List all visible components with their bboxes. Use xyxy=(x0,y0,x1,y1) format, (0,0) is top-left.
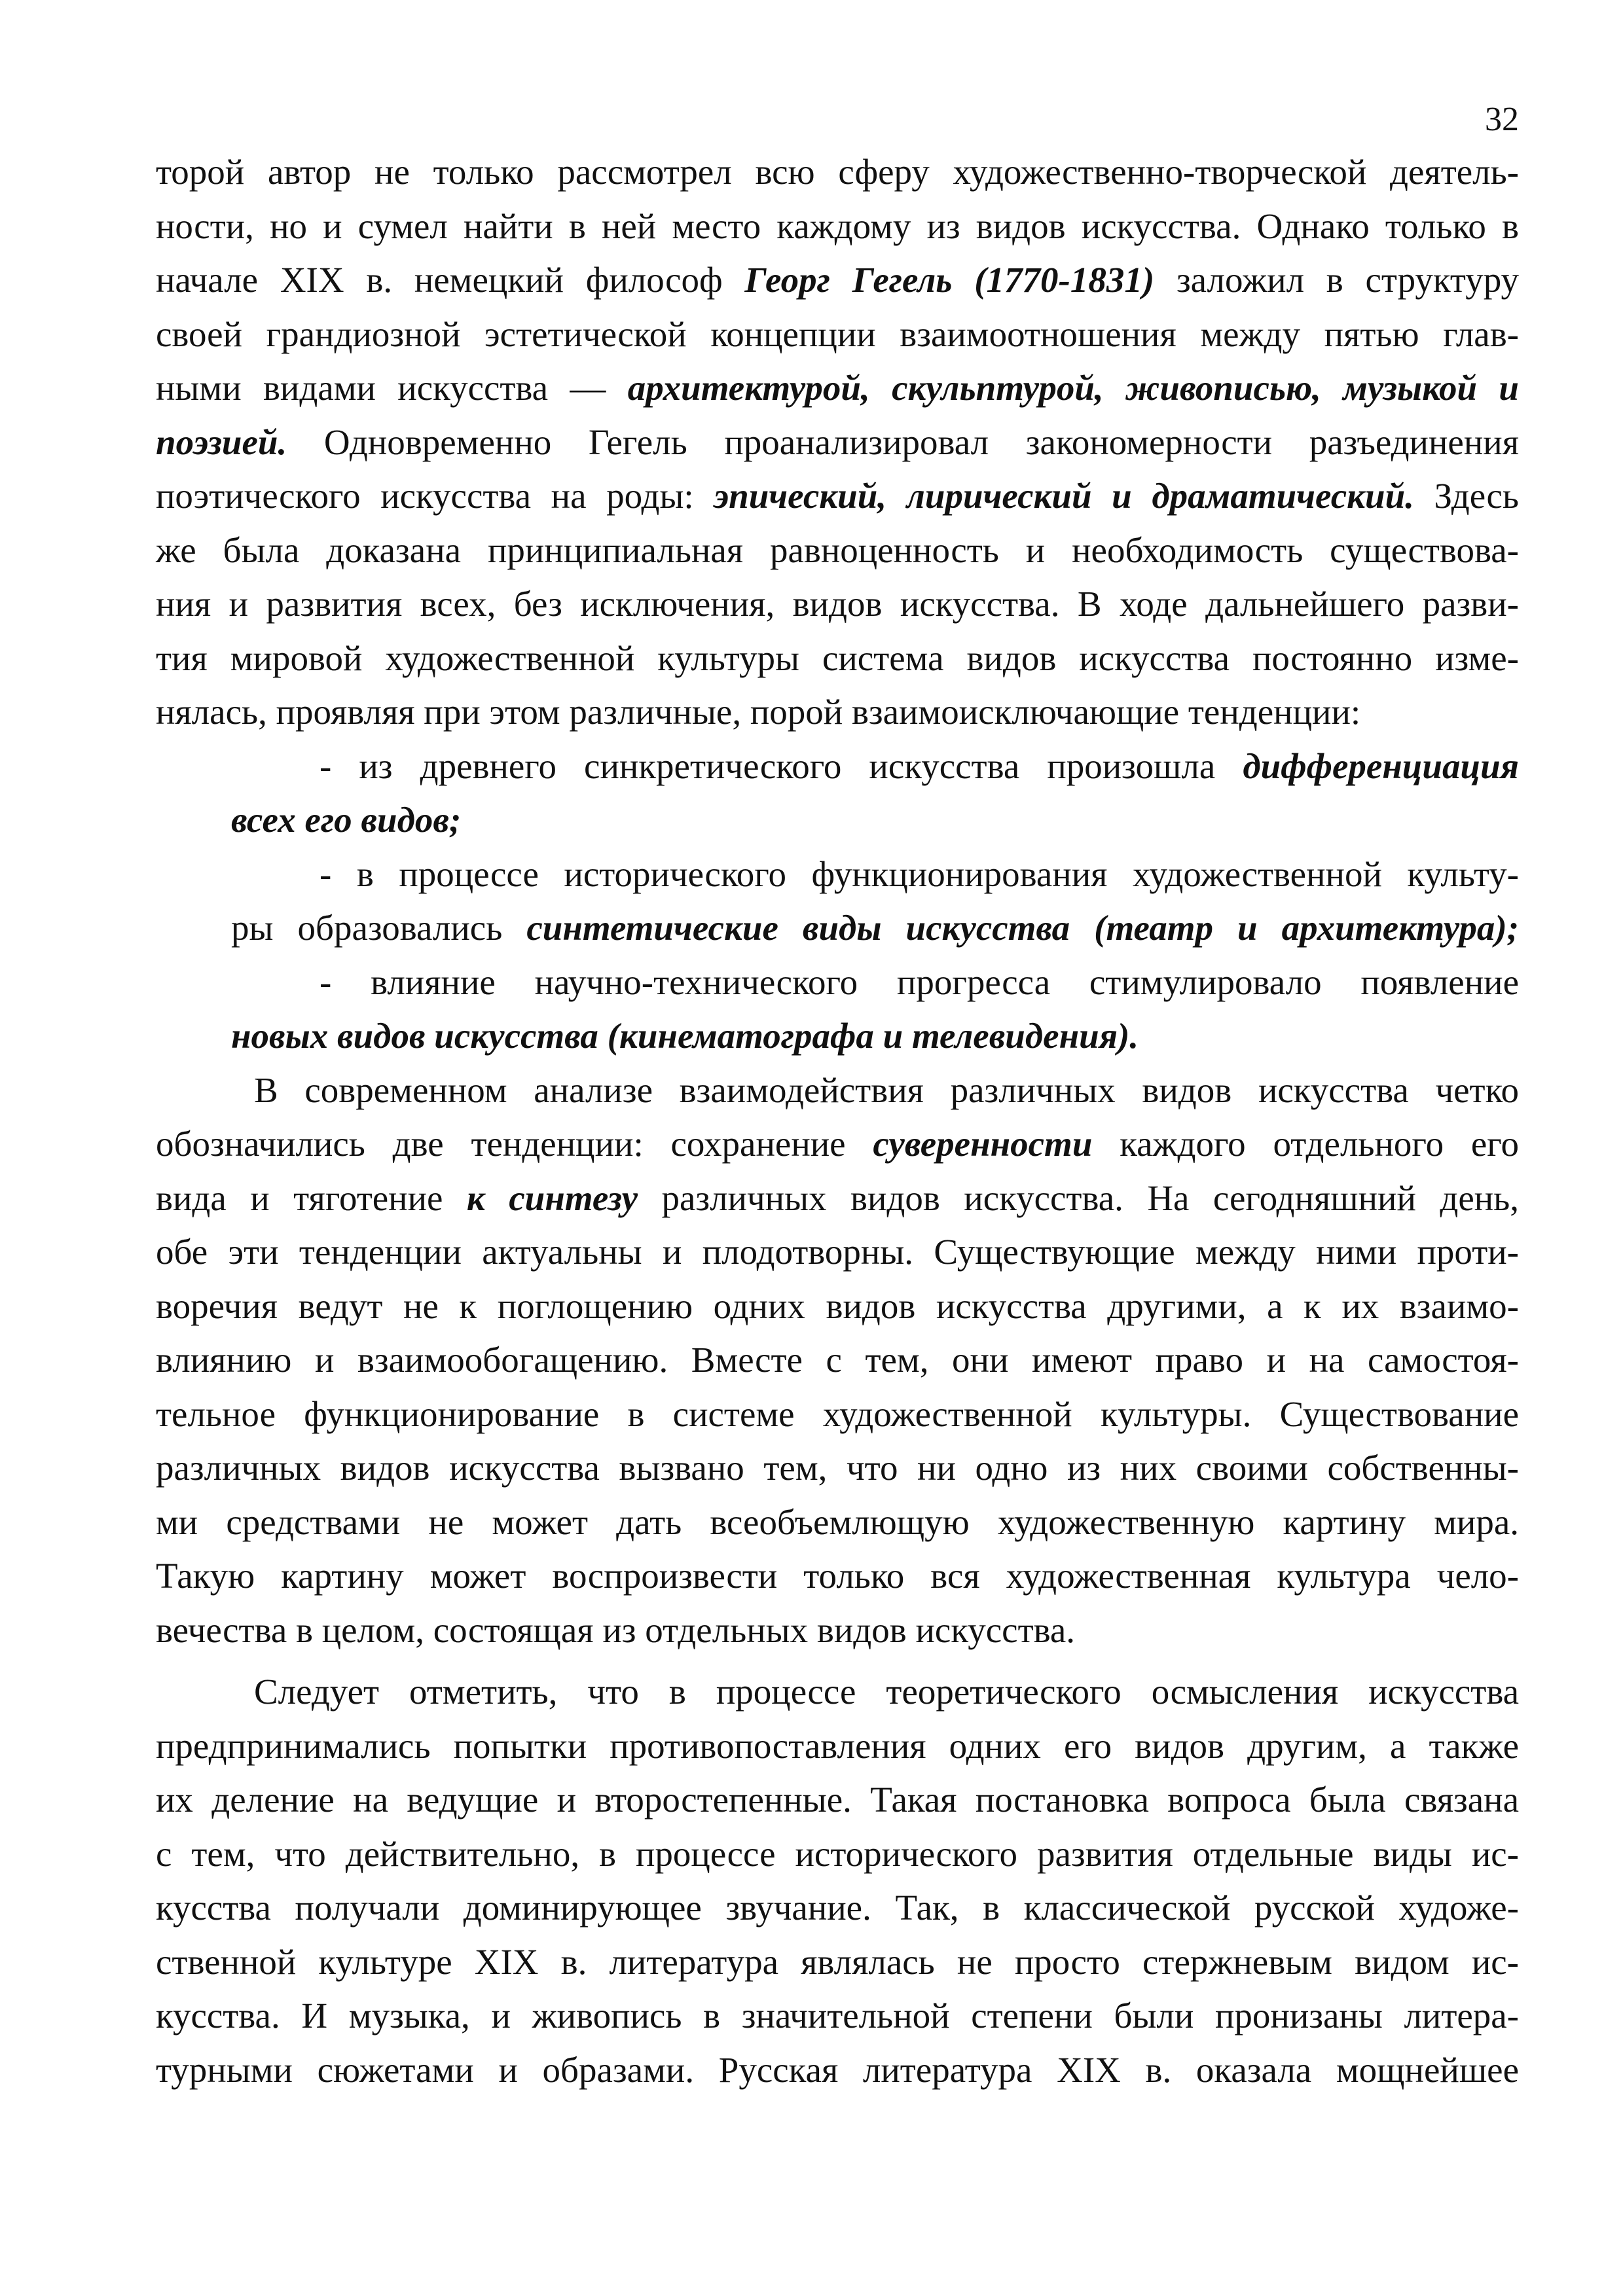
text-line: ности, но и сумел найти в ней место каждому из видов искусства. Однако только в xyxy=(156,206,1519,246)
text-line: кусства получали доминирующее звучание. Так, в классической русской художе- xyxy=(156,1888,1519,1928)
emphasis: суверенности xyxy=(873,1124,1093,1164)
emphasis: эпический, лирический и драматический. xyxy=(714,476,1414,516)
text-line: ми средствами не может дать всеобъемлющую художественную картину мира. xyxy=(156,1501,1519,1542)
text-line: кусства. И музыка, и живопись в значительной степени были пронизаны литера- xyxy=(156,1996,1519,2036)
text-line: поэтического искусства на роды: эпический, лирический и драматический. Здесь xyxy=(156,476,1520,516)
emphasis: архитектурой, скульптурой, живописью, музыкой и xyxy=(627,368,1519,408)
text-line: ния и развития всех, без исключения, видов искусства. В ходе дальнейшего разви- xyxy=(156,584,1519,624)
emphasis: новых видов искусства (кинематографа и телевидения). xyxy=(231,1016,1139,1056)
text-line: обе эти тенденции актуальны и плодотворны. Существующие между ними проти- xyxy=(156,1232,1519,1272)
list-item-line xyxy=(156,793,1519,848)
text-line: Такую картину может воспроизвести только вся художественная культура чело- xyxy=(156,1556,1519,1596)
text-line: торой автор не только рассмотрел всю сферу художественно-творческой деятель- xyxy=(156,152,1519,192)
text-line: обозначились две тенденции: сохранение суверенности каждого отдельного его xyxy=(156,1124,1519,1164)
emphasis: синтетические виды искусства (театр и архитектура); xyxy=(526,908,1520,948)
text-line: предпринимались попытки противопоставления одних его видов другим, а также xyxy=(156,1725,1519,1766)
text-line: начале XIX в. немецкий философ Георг Гегель (1770-1831) заложил в структуру xyxy=(156,260,1520,300)
text-line: различных видов искусства вызвано тем, что ни одно из них своими собственны- xyxy=(156,1448,1519,1488)
text-line: вида и тяготение к синтезу различных видов искусства. На сегодняшний день, xyxy=(156,1177,1519,1218)
text-line: воречия ведут не к поглощению одних видов искусства другими, а к их взаимо- xyxy=(156,1285,1519,1326)
list-item-line: - в процессе исторического функционирования художественной культу- xyxy=(319,853,1519,894)
text-line: тия мировой художественной культуры система видов искусства постоянно изме- xyxy=(156,637,1519,678)
emphasis: дифференциация xyxy=(1243,745,1519,786)
text-line: В современном анализе взаимодействия различных видов искусства четко xyxy=(254,1069,1519,1110)
emphasis: к синтезу xyxy=(466,1177,638,1218)
text-line: поэзией. Одновременно Гегель проанализировал закономерности разъединения xyxy=(156,422,1519,462)
emphasis: всех его видов; xyxy=(231,800,462,840)
text-line: своей грандиозной эстетической концепции взаимоотношения между пятью глав- xyxy=(156,314,1519,354)
text-line: их деление на ведущие и второстепенные. Такая постановка вопроса была связана xyxy=(156,1780,1519,1820)
text-line: нялась, проявляя при этом различные, порой взаимоисключающие тенденции: xyxy=(156,692,1361,732)
text-line: вечества в целом, состоящая из отдельных видов искусства. xyxy=(156,1609,1076,1650)
text-line: ственной культуре XIX в. литература являлась не просто стержневым видом ис- xyxy=(156,1941,1519,1982)
emphasis: поэзией. xyxy=(156,422,287,462)
body-text xyxy=(156,145,1519,2097)
text-line: Следует отметить, что в процессе теоретического осмысления искусства xyxy=(254,1672,1519,1712)
list-item-line xyxy=(156,1009,1519,1064)
list-item-line: - из древнего синкретического искусства произошла дифференциация xyxy=(319,745,1519,786)
emphasis: Георг Гегель (1770-1831) xyxy=(744,260,1155,300)
text-line: ными видами искусства — архитектурой, скульптурой, живописью, музыкой и xyxy=(156,368,1519,408)
text-line: влиянию и взаимообогащению. Вместе с тем, они имеют право и на самостоя- xyxy=(156,1340,1519,1380)
list-item-line: - влияние научно-технического прогресса стимулировало появление xyxy=(319,961,1519,1002)
text-line: же была доказана принципиальная равноценность и необходимость существова- xyxy=(156,529,1519,570)
text-line: тельное функционирование в системе художественной культуры. Существование xyxy=(156,1393,1519,1434)
page-number: 32 xyxy=(1485,101,1519,138)
text-line: турными сюжетами и образами. Русская литература XIX в. оказала мощнейшее xyxy=(156,2049,1519,2090)
text-line: с тем, что действительно, в процессе исторического развития отдельные виды ис- xyxy=(156,1833,1519,1874)
list-item-line: ры образовались синтетические виды искусства (театр и архитектура); xyxy=(231,908,1520,948)
